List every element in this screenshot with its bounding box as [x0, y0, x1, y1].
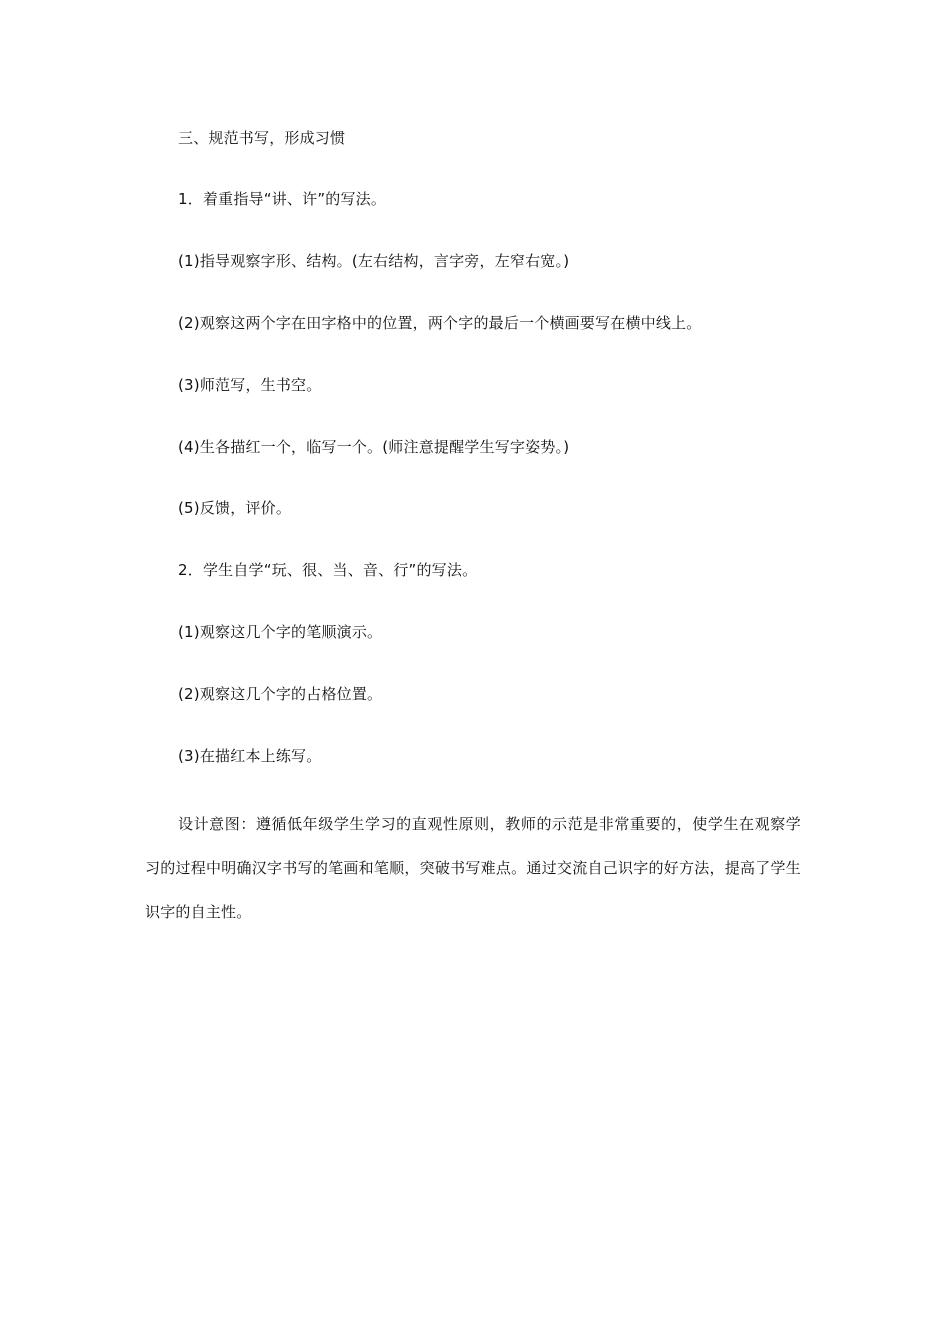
list-item: (1)观察这几个字的笔顺演示。	[178, 623, 383, 641]
design-intent-paragraph: 设计意图：遵循低年级学生学习的直观性原则，教师的示范是非常重要的，使学生在观察学习的过程中明确汉字书写的笔画和笔顺，突破书写难点。通过交流自己识字的好方法，提高了学生识字的自主性。	[145, 815, 801, 921]
list-item: 2．学生自学“玩、很、当、音、行”的写法。	[178, 561, 478, 579]
list-item: (1)指导观察字形、结构。(左右结构，言字旁，左窄右宽。)	[178, 252, 570, 270]
section-heading: 三、规范书写，形成习惯	[178, 129, 346, 147]
list-item: (3)在描红本上练写。	[178, 747, 322, 765]
list-item: (5)反馈，评价。	[178, 499, 292, 517]
list-item: (2)观察这两个字在田字格中的位置，两个字的最后一个横画要写在横中线上。	[178, 314, 702, 332]
list-item: (4)生各描红一个，临写一个。(师注意提醒学生写字姿势。)	[178, 438, 570, 456]
list-item: (3)师范写，生书空。	[178, 376, 322, 394]
list-item: (2)观察这几个字的占格位置。	[178, 685, 383, 703]
list-item: 1．着重指导“讲、许”的写法。	[178, 190, 387, 208]
